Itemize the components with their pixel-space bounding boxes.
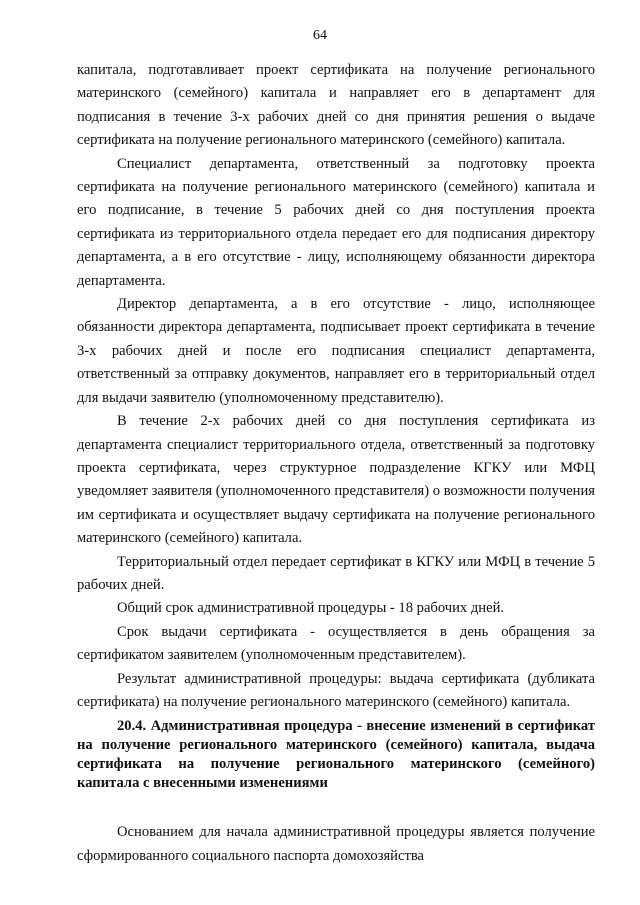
document-body xyxy=(77,59,595,868)
paragraph-8: Результат административной процедуры: выдача сертификата (дубликата сертификата) на получение регионального материнского (семейного) капитала. xyxy=(77,670,595,710)
paragraph-2: Специалист департамента, ответственный за подготовку проекта сертификата на получение регионального материнского (семейного) капитала и его подписание, в течение 5 рабочих дней со дня поступления проекта сертификата из территориального отдела передает его для подписания директору департамента, а в его отсутствие - лицу, исполняющему обязанности директора департамента. xyxy=(77,155,595,289)
paragraph-5: Территориальный отдел передает сертификат в КГКУ или МФЦ в течение 5 рабочих дней. xyxy=(77,553,595,593)
paragraph-7: Срок выдачи сертификата - осуществляется в день обращения за сертификатом заявителем (уполномоченным представителем). xyxy=(77,623,595,664)
section-heading: 20.4. Административная процедура - внесение изменений в сертификат на получение регионального материнского (семейного) капитала, выдача сертификата на получение регионального материнского (семейного) капитала с внесенными изменениями xyxy=(77,718,595,792)
page-number: 64 xyxy=(313,28,327,43)
paragraph-3: Директор департамента, а в его отсутствие - лицо, исполняющее обязанности директора департамента, подписывает проект сертификата в течение 3-х рабочих дней и после его подписания специалист департамента, ответственный за отправку документов, направляет его в территориальный отдел для выдачи заявителю (уполномоченному представителю). xyxy=(77,296,595,406)
paragraph-1: капитала, подготавливает проект сертификата на получение регионального материнского (семейного) капитала и направляет его в департамент для подписания в течение 3-х рабочих дней со дня принятия решения о выдаче сертификата на получение регионального материнского (семейного) капитала. xyxy=(77,62,595,149)
paragraph-6: Общий срок административной процедуры - 18 рабочих дней. xyxy=(117,600,505,617)
paragraph-9: Основанием для начала административной процедуры является получение сформированного социального паспорта домохозяйства xyxy=(77,824,595,864)
heading-spacer xyxy=(77,793,595,821)
paragraph-4: В течение 2-х рабочих дней со дня поступления сертификата из департамента специалист территориального отдела, ответственный за подготовку проекта сертификата, через структурное подразделение КГКУ или МФЦ уведомляет заявителя (уполномоченного представителя) о возможности получения им сертификата и осуществляет выдачу сертификата на получение регионального материнского (семейного) капитала. xyxy=(77,413,596,547)
